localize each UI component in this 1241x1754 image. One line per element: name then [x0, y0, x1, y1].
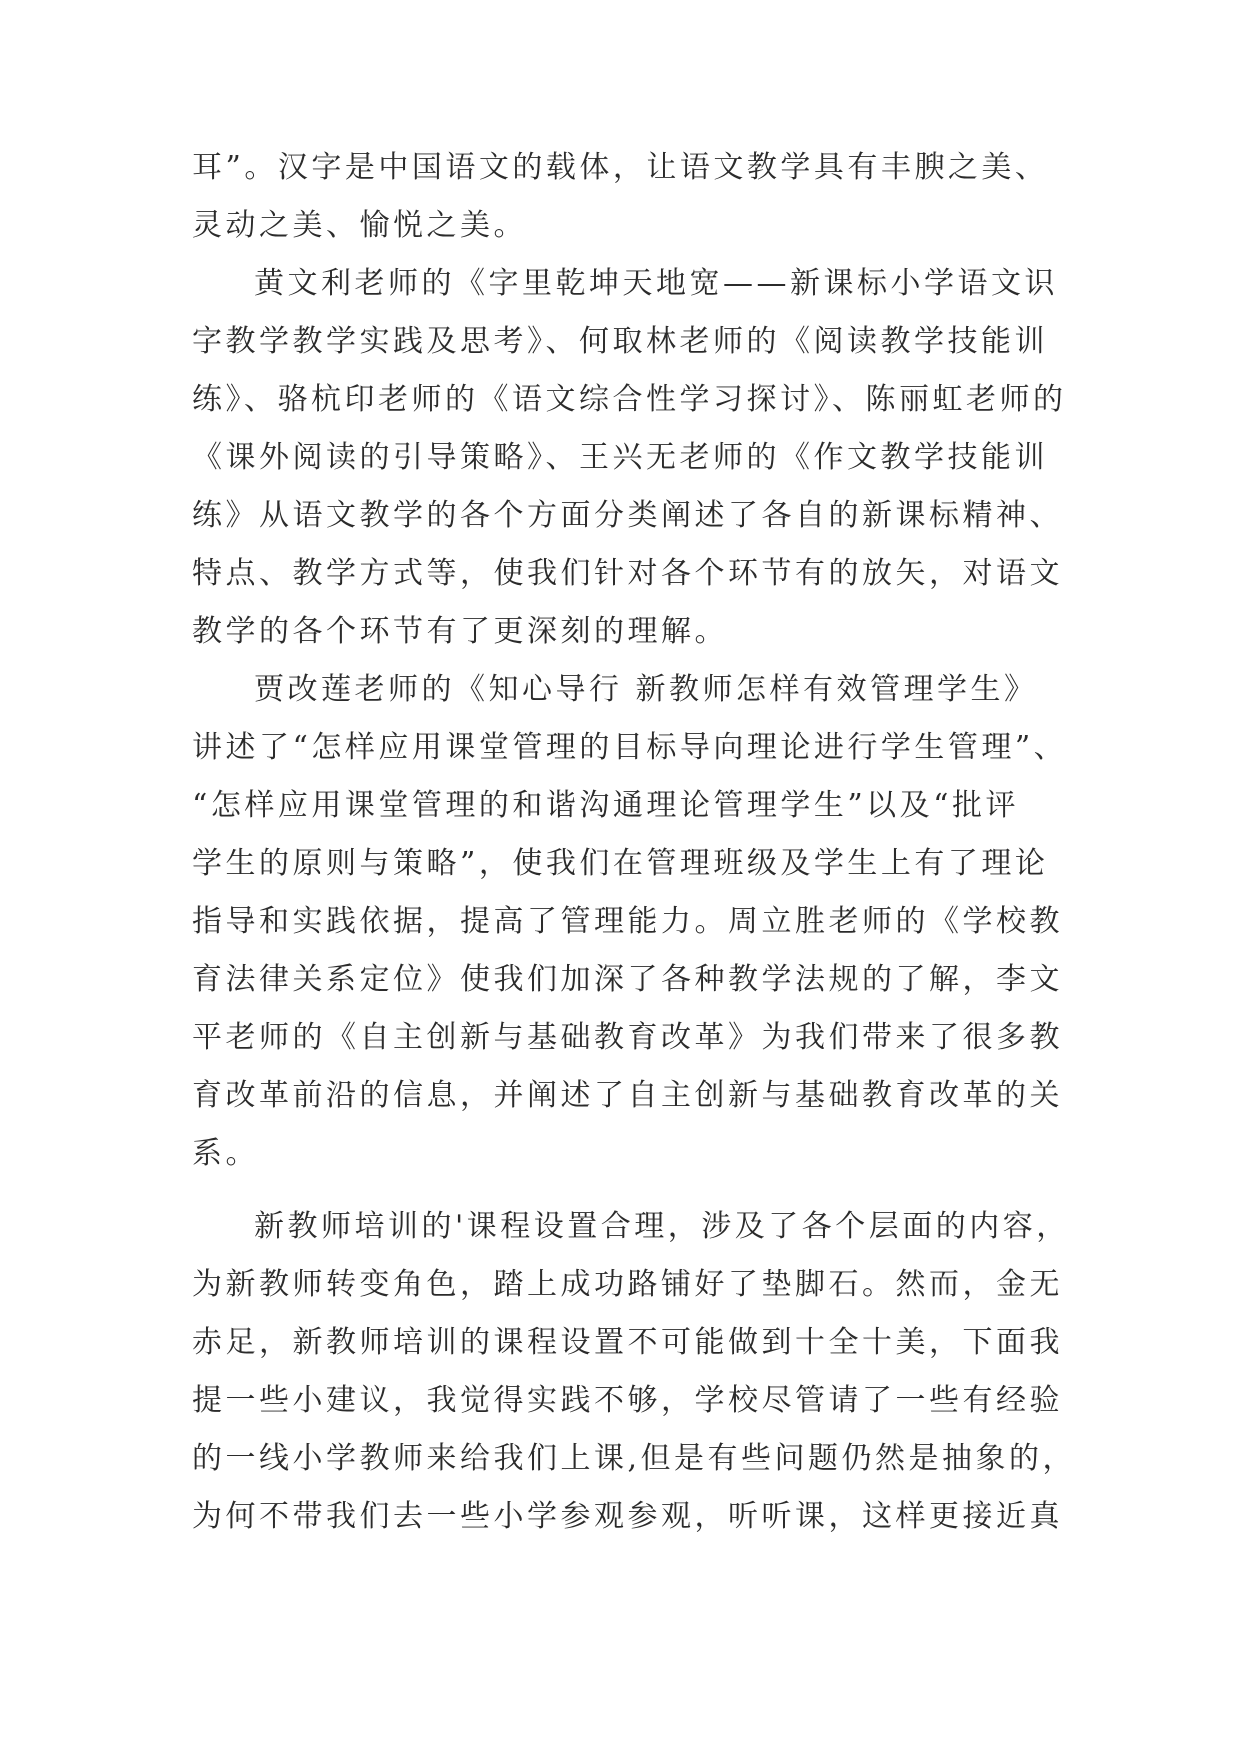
paragraph-start-line: 新教师培训的'课程设置合理，涉及了各个层面的内容，: [254, 1209, 1070, 1244]
text-line: 灵动之美、愉悦之美。: [192, 208, 527, 243]
text-line: 提一些小建议，我觉得实践不够，学校尽管请了一些有经验: [192, 1383, 1063, 1418]
text-line: 学生的原则与策略”，使我们在管理班级及学生上有了理论: [192, 846, 1049, 881]
text-line: 为新教师转变角色，踏上成功路铺好了垫脚石。然而，金无: [192, 1267, 1063, 1302]
text-line: 字教学教学实践及思考》、何取林老师的《阅读教学技能训: [192, 324, 1048, 359]
text-line: 指导和实践依据，提高了管理能力。周立胜老师的《学校教: [192, 904, 1063, 939]
text-line: 练》从语文教学的各个方面分类阐述了各自的新课标精神、: [192, 498, 1063, 533]
text-line: 的一线小学教师来给我们上课,但是有些问题仍然是抽象的，: [192, 1441, 1077, 1476]
paragraph-start-line: 贾改莲老师的《知心导行 新教师怎样有效管理学生》: [254, 672, 1038, 707]
text-line: 教学的各个环节有了更深刻的理解。: [192, 614, 728, 649]
text-line: 平老师的《自主创新与基础教育改革》为我们带来了很多教: [192, 1020, 1063, 1055]
text-line: 《课外阅读的引导策略》、王兴无老师的《作文教学技能训: [192, 440, 1048, 475]
text-line: 特点、教学方式等，使我们针对各个环节有的放矢，对语文: [192, 556, 1063, 591]
text-line: “怎样应用课堂管理的和谐沟通理论管理学生”以及“批评: [192, 788, 1020, 823]
text-line: 育改革前沿的信息，并阐述了自主创新与基础教育改革的关: [192, 1078, 1063, 1113]
text-line: 耳”。汉字是中国语文的载体，让语文教学具有丰腴之美、: [192, 150, 1049, 185]
text-line: 练》、骆杭印老师的《语文综合性学习探讨》、陈丽虹老师的: [192, 382, 1067, 417]
text-line: 为何不带我们去一些小学参观参观，听听课，这样更接近真: [192, 1499, 1063, 1534]
text-line: 讲述了“怎样应用课堂管理的目标导向理论进行学生管理”、: [192, 730, 1068, 765]
text-line: 系。: [192, 1136, 259, 1171]
text-line: 育法律关系定位》使我们加深了各种教学法规的了解，李文: [192, 962, 1063, 997]
text-line: 赤足，新教师培训的课程设置不可能做到十全十美，下面我: [192, 1325, 1063, 1360]
paragraph-start-line: 黄文利老师的《字里乾坤天地宽——新课标小学语文识: [254, 266, 1058, 301]
